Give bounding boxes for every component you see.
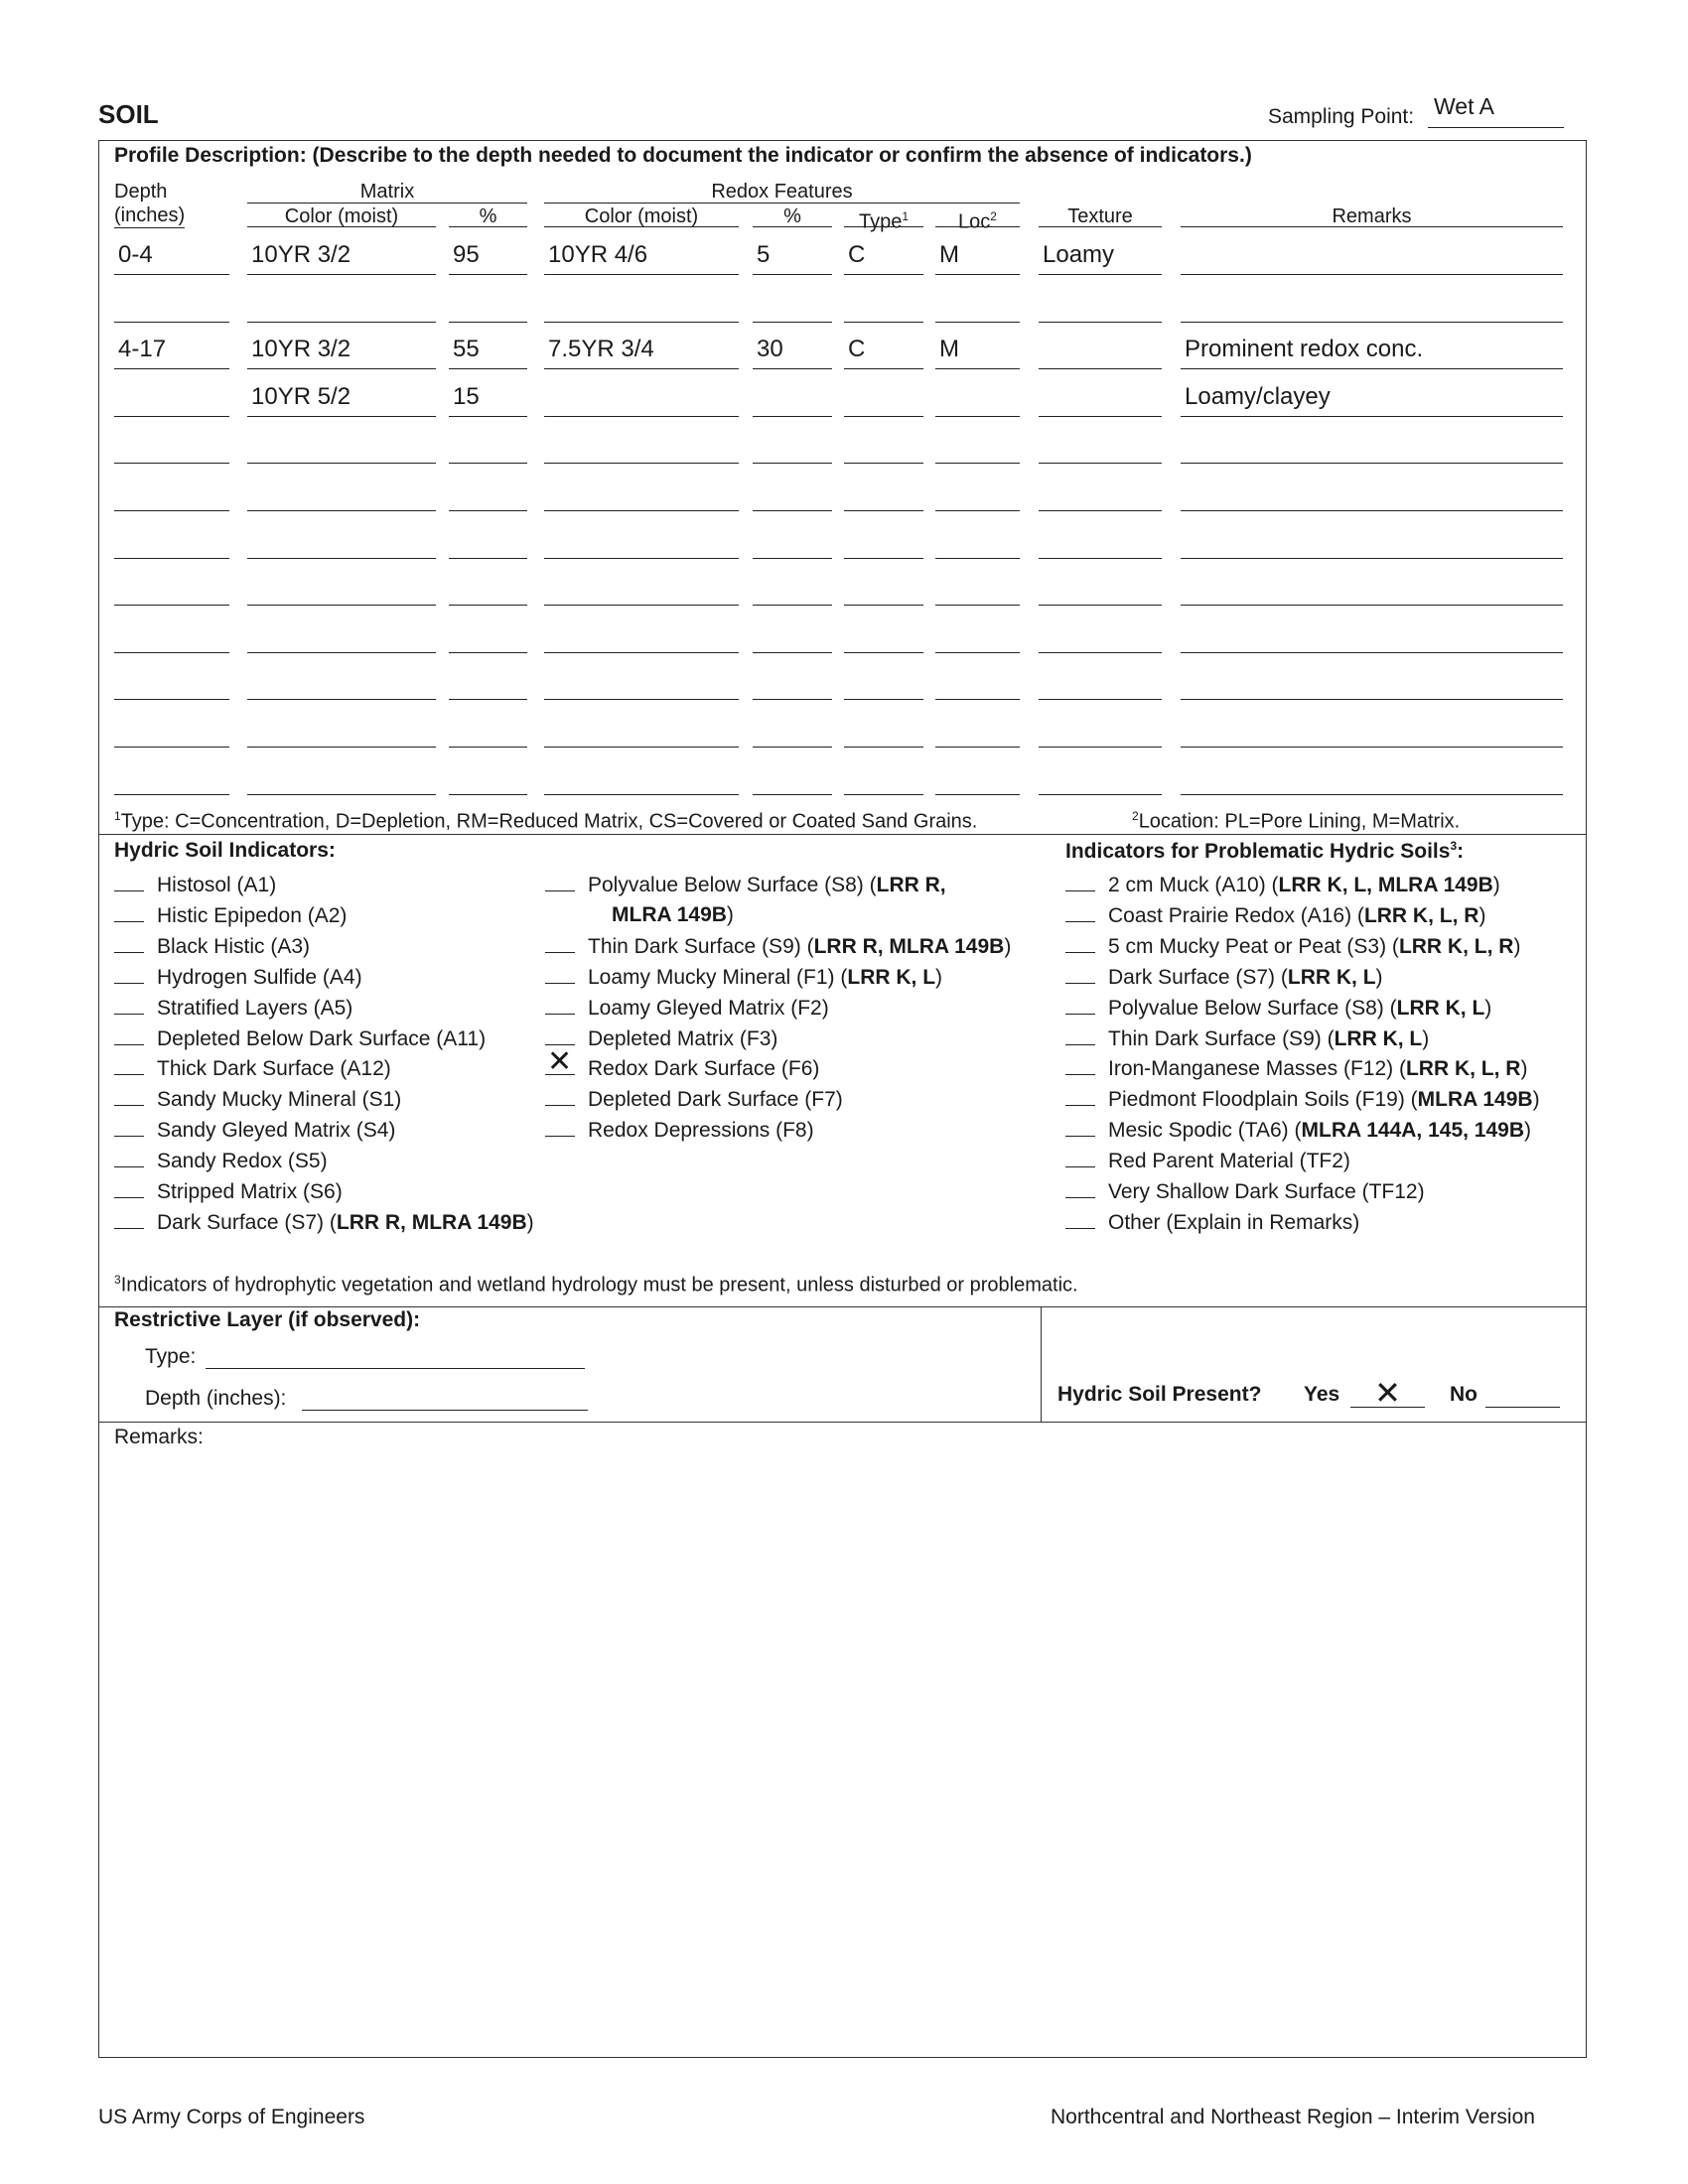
indicator-label: 2 cm Muck (A10) (	[1108, 874, 1279, 896]
profile-cell-underline	[1039, 747, 1162, 748]
indicator-checkbox[interactable]	[1065, 995, 1095, 1015]
header-redox-color: Color (moist)	[584, 205, 699, 227]
indicator-checkbox[interactable]	[545, 1045, 575, 1079]
problematic-indicators-heading: Indicators for Problematic Hydric Soils$^3$:	[1065, 839, 1465, 863]
header-remarks: Remarks	[1332, 205, 1412, 227]
col3-item[interactable]	[1065, 1209, 1359, 1236]
indicator-checkbox[interactable]	[545, 964, 575, 984]
profile-cell-type[interactable]: C	[848, 336, 866, 363]
profile-cell-depth[interactable]: 4-17	[118, 336, 167, 363]
indicator-checkbox[interactable]	[545, 1086, 575, 1106]
profile-cell-underline	[544, 510, 739, 511]
profile-cell-underline	[114, 794, 229, 795]
indicator-label: Redox Dark Surface (F6)	[588, 1057, 820, 1081]
header-redox-underline	[544, 203, 1020, 204]
indicator-region: LRR K, L, R	[1398, 934, 1514, 958]
indicator-label-end: )	[1375, 965, 1383, 989]
profile-cell-underline	[247, 794, 436, 795]
col1-item[interactable]	[114, 902, 347, 929]
profile-cell-depth[interactable]: 0-4	[118, 241, 153, 268]
header-underline	[753, 226, 832, 227]
indicator-checkbox[interactable]	[1065, 1209, 1095, 1229]
col2-item[interactable]	[545, 964, 942, 991]
profile-cell-underline	[247, 463, 436, 464]
header-matrix-color: Color (moist)	[284, 205, 399, 227]
profile-cell-underline	[1039, 510, 1162, 511]
profile-cell-underline	[1181, 605, 1563, 606]
indicator-checkbox[interactable]	[545, 1117, 575, 1137]
profile-cell-matrix-color[interactable]: 10YR 3/2	[251, 336, 352, 363]
indicator-label: Histic Epipedon (A2)	[157, 903, 348, 927]
profile-cell-remarks[interactable]: Prominent redox conc.	[1185, 336, 1424, 363]
profile-cell-underline	[114, 558, 229, 559]
profile-cell-underline	[935, 274, 1020, 275]
profile-cell-underline	[844, 747, 923, 748]
header-type: Type$^1$	[858, 209, 910, 233]
profile-cell-remarks[interactable]: Loamy/clayey	[1185, 382, 1331, 410]
profile-cell-underline	[1039, 652, 1162, 653]
profile-cell-underline	[753, 510, 832, 511]
profile-cell-underline	[844, 322, 923, 323]
indicator-label: Thin Dark Surface (S9) (	[1108, 1026, 1335, 1050]
indicator-label: Sandy Redox (S5)	[157, 1150, 328, 1173]
restrictive-depth-label: Depth (inches):	[145, 1387, 287, 1410]
col3-item[interactable]	[1065, 933, 1520, 960]
divider-restrictive-hydric	[1041, 1306, 1042, 1422]
indicator-checkbox[interactable]	[1065, 1055, 1095, 1075]
profile-cell-underline	[753, 699, 832, 700]
profile-cell-underline	[544, 652, 739, 653]
col3-item[interactable]	[1065, 964, 1383, 991]
profile-cell-underline	[935, 510, 1020, 511]
indicator-checkbox[interactable]	[114, 1025, 144, 1045]
indicator-label: Depleted Dark Surface (F7)	[588, 1088, 843, 1112]
col3-item[interactable]	[1065, 995, 1491, 1022]
profile-cell-underline	[753, 605, 832, 606]
check-mark-icon: ✕	[547, 1045, 573, 1079]
hydric-indicators-heading: Hydric Soil Indicators:	[114, 839, 336, 862]
col2-item-continuation	[612, 902, 734, 928]
col1-item[interactable]	[114, 872, 276, 898]
col1-item[interactable]	[114, 1086, 401, 1113]
col3-item[interactable]	[1065, 902, 1485, 929]
indicator-label: Sandy Gleyed Matrix (S4)	[157, 1119, 396, 1143]
profile-cell-underline	[544, 322, 739, 323]
col2-item[interactable]	[545, 1086, 843, 1113]
profile-cell-underline	[544, 463, 739, 464]
footnote-location: $^2$Location: PL=Pore Lining, M=Matrix.	[1132, 809, 1461, 833]
divider-profile-indicators	[98, 834, 1587, 835]
profile-cell-underline	[114, 463, 229, 464]
profile-cell-underline	[247, 322, 436, 323]
profile-cell-redox-pct[interactable]: 30	[757, 336, 783, 363]
indicator-label-end: )	[1492, 874, 1500, 896]
profile-cell-underline	[844, 274, 923, 275]
profile-cell-underline	[247, 605, 436, 606]
indicator-checkbox[interactable]	[114, 1209, 144, 1229]
col3-item[interactable]	[1065, 1055, 1527, 1082]
profile-cell-underline	[449, 322, 527, 323]
indicator-label: Redox Depressions (F8)	[588, 1119, 814, 1143]
header-redox-percent: %	[783, 205, 801, 227]
profile-cell-underline	[1039, 416, 1162, 417]
indicator-checkbox[interactable]	[114, 933, 144, 953]
col1-item[interactable]	[114, 1209, 534, 1236]
indicator-checkbox[interactable]	[114, 1055, 144, 1075]
profile-cell-underline	[1181, 274, 1563, 275]
header-underline	[449, 226, 527, 227]
indicator-checkbox[interactable]	[545, 995, 575, 1015]
col3-item[interactable]	[1065, 1117, 1531, 1144]
col2-item[interactable]	[545, 1117, 814, 1144]
header-texture: Texture	[1067, 205, 1133, 227]
indicator-region: LRR K, L, MLRA 149B	[1278, 874, 1493, 896]
indicator-region: MLRA 149B	[612, 902, 727, 926]
col1-item[interactable]	[114, 1025, 486, 1052]
indicator-label: Dark Surface (S7) (	[157, 1210, 337, 1234]
profile-cell-underline	[449, 558, 527, 559]
indicator-label: Histosol (A1)	[157, 874, 277, 896]
profile-cell-underline	[753, 558, 832, 559]
indicator-label: Iron-Manganese Masses (F12) (	[1108, 1057, 1406, 1081]
indicator-label: Polyvalue Below Surface (S8) (	[1108, 996, 1397, 1020]
footnote-type: $^1$Type: C=Concentration, D=Depletion, RM=Reduced Matrix, CS=Covered or Coated Sand Grains.	[114, 809, 978, 833]
profile-cell-matrix-color[interactable]: 10YR 3/2	[251, 241, 352, 268]
profile-cell-underline	[753, 463, 832, 464]
profile-cell-underline	[1181, 322, 1563, 323]
profile-cell-loc[interactable]: M	[939, 336, 959, 363]
profile-cell-underline	[844, 794, 923, 795]
profile-cell-underline	[1181, 652, 1563, 653]
col3-item[interactable]	[1065, 1025, 1429, 1052]
indicator-label: Stripped Matrix (S6)	[157, 1180, 343, 1203]
indicator-checkbox[interactable]	[545, 933, 575, 953]
profile-cell-underline	[1039, 558, 1162, 559]
profile-cell-underline	[1039, 274, 1162, 275]
profile-cell-texture[interactable]: Loamy	[1043, 241, 1115, 268]
profile-cell-underline	[1039, 794, 1162, 795]
hydric-soil-present-label: Hydric Soil Present?	[1057, 1383, 1262, 1406]
indicator-label: Piedmont Floodplain Soils (F19) (	[1108, 1088, 1418, 1112]
indicator-label: Black Histic (A3)	[157, 934, 311, 958]
profile-cell-matrix-color[interactable]: 10YR 5/2	[251, 382, 352, 410]
indicator-checkbox[interactable]	[1065, 1178, 1095, 1198]
restrictive-layer-heading: Restrictive Layer (if observed):	[114, 1308, 421, 1331]
profile-cell-underline	[844, 510, 923, 511]
col2-item[interactable]	[545, 1025, 777, 1052]
profile-cell-underline	[1039, 605, 1162, 606]
profile-cell-underline	[753, 652, 832, 653]
restrictive-type-label: Type:	[145, 1345, 197, 1368]
profile-cell-redox-color[interactable]: 7.5YR 3/4	[548, 336, 654, 363]
header-underline	[1181, 226, 1563, 227]
profile-cell-underline	[1181, 368, 1563, 369]
col2-item[interactable]	[545, 872, 946, 898]
profile-cell-underline	[844, 463, 923, 464]
indicator-label-end: )	[1513, 934, 1521, 958]
profile-cell-underline	[449, 368, 527, 369]
profile-cell-redox-color[interactable]: 10YR 4/6	[548, 241, 648, 268]
profile-cell-underline	[753, 368, 832, 369]
profile-cell-matrix-pct[interactable]: 95	[453, 241, 480, 268]
footnote-indicators: $^3$Indicators of hydrophytic vegetation and wetland hydrology must be present, unless disturbed or problematic.	[114, 1273, 1078, 1297]
profile-cell-underline	[1039, 368, 1162, 369]
profile-cell-underline	[935, 747, 1020, 748]
profile-description-heading: Profile Description: (Describe to the depth needed to document the indicator or confirm the absence of indicators.)	[114, 144, 1252, 167]
indicator-checkbox[interactable]	[545, 872, 575, 891]
profile-cell-underline	[114, 510, 229, 511]
profile-cell-underline	[844, 416, 923, 417]
header-matrix-underline	[247, 203, 527, 204]
indicator-label: 5 cm Mucky Peat or Peat (S3) (	[1108, 934, 1399, 958]
profile-cell-underline	[753, 416, 832, 417]
profile-cell-underline	[449, 274, 527, 275]
col3-item[interactable]	[1065, 1086, 1540, 1113]
profile-cell-underline	[247, 368, 436, 369]
header-redox-group: Redox Features	[711, 181, 853, 203]
profile-cell-underline	[935, 558, 1020, 559]
profile-cell-underline	[935, 322, 1020, 323]
indicator-label: Loamy Mucky Mineral (F1) (	[588, 965, 848, 989]
indicator-label: Depleted Below Dark Surface (A11)	[157, 1026, 487, 1050]
indicator-checkbox[interactable]	[1065, 1086, 1095, 1106]
profile-cell-underline	[544, 699, 739, 700]
indicator-label: Dark Surface (S7) (	[1108, 965, 1288, 989]
indicator-checkbox[interactable]	[114, 995, 144, 1015]
profile-cell-underline	[753, 794, 832, 795]
col2-item[interactable]	[545, 1045, 820, 1082]
profile-cell-redox-pct[interactable]: 5	[757, 241, 771, 268]
header-loc: Loc$^2$	[958, 209, 997, 233]
profile-cell-underline	[1181, 463, 1563, 464]
indicator-region: LRR R, MLRA 149B	[336, 1210, 527, 1234]
profile-cell-underline	[844, 652, 923, 653]
header-underline	[247, 226, 436, 227]
indicator-label-end: )	[1520, 1057, 1528, 1081]
profile-cell-underline	[935, 794, 1020, 795]
indicator-label: Red Parent Material (TF2)	[1108, 1150, 1350, 1173]
indicator-region: LRR R, MLRA 149B	[813, 934, 1005, 958]
indicator-region: LRR K, L, R	[1405, 1057, 1521, 1081]
col2-item[interactable]	[545, 995, 829, 1022]
indicator-label: Sandy Mucky Mineral (S1)	[157, 1088, 402, 1112]
profile-cell-underline	[935, 416, 1020, 417]
profile-cell-underline	[753, 747, 832, 748]
profile-cell-underline	[247, 747, 436, 748]
restrictive-depth-field[interactable]	[302, 1410, 588, 1411]
profile-cell-underline	[1039, 322, 1162, 323]
no-checkbox[interactable]	[1485, 1378, 1560, 1408]
profile-cell-underline	[449, 652, 527, 653]
indicator-label: Hydrogen Sulfide (A4)	[157, 965, 362, 989]
profile-cell-underline	[449, 510, 527, 511]
profile-cell-underline	[1181, 747, 1563, 748]
indicator-region: LRR K, L, R	[1363, 903, 1479, 927]
remarks-label: Remarks:	[114, 1426, 204, 1448]
indicator-checkbox[interactable]	[114, 872, 144, 891]
indicator-checkbox[interactable]	[1065, 1148, 1095, 1167]
footer-agency: US Army Corps of Engineers	[98, 2106, 365, 2128]
indicator-label: Stratified Layers (A5)	[157, 996, 353, 1020]
indicator-checkbox[interactable]	[114, 902, 144, 922]
profile-cell-underline	[844, 558, 923, 559]
indicator-checkbox[interactable]	[114, 1178, 144, 1198]
profile-cell-underline	[935, 652, 1020, 653]
col3-item[interactable]	[1065, 872, 1500, 898]
profile-cell-underline	[247, 510, 436, 511]
profile-cell-underline	[1181, 416, 1563, 417]
indicator-label: Coast Prairie Redox (A16) (	[1108, 903, 1364, 927]
footer-region: Northcentral and Northeast Region – Interim Version	[1051, 2106, 1535, 2128]
col3-item[interactable]	[1065, 1148, 1350, 1174]
profile-cell-underline	[247, 699, 436, 700]
profile-cell-matrix-pct[interactable]: 15	[453, 382, 480, 410]
indicator-checkbox[interactable]	[1065, 933, 1095, 953]
profile-cell-underline	[844, 368, 923, 369]
profile-cell-underline	[753, 322, 832, 323]
profile-cell-underline	[247, 558, 436, 559]
restrictive-type-field[interactable]	[206, 1368, 585, 1369]
header-underline	[1039, 226, 1162, 227]
header-underline	[544, 226, 739, 227]
profile-cell-underline	[544, 747, 739, 748]
col1-item[interactable]	[114, 933, 310, 960]
profile-cell-underline	[449, 605, 527, 606]
profile-cell-underline	[114, 699, 229, 700]
indicator-label: Loamy Gleyed Matrix (F2)	[588, 996, 829, 1020]
profile-cell-loc[interactable]: M	[939, 241, 959, 268]
profile-cell-underline	[1039, 463, 1162, 464]
profile-cell-underline	[449, 416, 527, 417]
profile-cell-underline	[1181, 558, 1563, 559]
indicator-label: Thick Dark Surface (A12)	[157, 1057, 391, 1081]
profile-cell-underline	[544, 558, 739, 559]
indicator-label-end: )	[726, 902, 734, 926]
indicator-checkbox[interactable]	[1065, 902, 1095, 922]
profile-cell-underline	[114, 274, 229, 275]
indicator-region: LRR K, L	[1396, 996, 1485, 1020]
col1-item[interactable]	[114, 1117, 395, 1144]
header-underline	[935, 226, 1020, 227]
profile-cell-underline	[935, 368, 1020, 369]
indicator-region: LRR R,	[876, 874, 946, 896]
indicator-label-end: )	[935, 965, 943, 989]
header-matrix-percent: %	[479, 205, 497, 227]
profile-cell-underline	[449, 699, 527, 700]
indicator-checkbox[interactable]	[1065, 964, 1095, 984]
profile-cell-underline	[449, 463, 527, 464]
yes-label: Yes	[1304, 1383, 1340, 1406]
profile-cell-underline	[544, 605, 739, 606]
profile-cell-underline	[935, 605, 1020, 606]
col1-item[interactable]	[114, 995, 352, 1022]
profile-cell-underline	[1181, 699, 1563, 700]
indicator-checkbox[interactable]	[114, 1086, 144, 1106]
profile-cell-underline	[753, 274, 832, 275]
profile-cell-underline	[114, 652, 229, 653]
no-label: No	[1450, 1383, 1477, 1406]
indicator-region: LRR K, L	[847, 965, 936, 989]
col2-item[interactable]	[545, 933, 1011, 960]
indicator-checkbox[interactable]	[1065, 1025, 1095, 1045]
profile-cell-underline	[114, 605, 229, 606]
profile-cell-underline	[114, 322, 229, 323]
indicator-checkbox[interactable]	[1065, 872, 1095, 891]
profile-cell-underline	[935, 699, 1020, 700]
profile-cell-underline	[844, 699, 923, 700]
sampling-point-field[interactable]: Wet A	[1428, 91, 1564, 128]
col3-item[interactable]	[1065, 1178, 1425, 1205]
profile-cell-underline	[247, 416, 436, 417]
indicator-checkbox[interactable]	[114, 1148, 144, 1167]
indicator-label-end: )	[1478, 903, 1486, 927]
col1-item[interactable]	[114, 1178, 343, 1205]
indicator-region: MLRA 144A, 145, 149B	[1301, 1119, 1524, 1143]
indicator-region: LRR K, L	[1287, 965, 1376, 989]
profile-cell-underline	[114, 416, 229, 417]
divider-indicators-restrictive	[98, 1306, 1587, 1307]
profile-cell-type[interactable]: C	[848, 241, 866, 268]
profile-cell-underline	[449, 794, 527, 795]
indicator-label-end: )	[1524, 1119, 1531, 1143]
indicator-label: Thin Dark Surface (S9) (	[588, 934, 814, 958]
indicator-region: LRR K, L	[1334, 1026, 1423, 1050]
indicator-label-end: )	[1484, 996, 1492, 1020]
profile-cell-matrix-pct[interactable]: 55	[453, 336, 480, 363]
indicator-label-end: )	[526, 1210, 534, 1234]
col1-item[interactable]	[114, 964, 362, 991]
profile-cell-underline	[247, 274, 436, 275]
col1-item[interactable]	[114, 1148, 328, 1174]
profile-cell-underline	[114, 747, 229, 748]
indicator-checkbox[interactable]	[545, 1025, 575, 1045]
header-depth: Depth (inches)	[114, 181, 186, 226]
profile-cell-underline	[114, 368, 229, 369]
profile-cell-underline	[544, 794, 739, 795]
indicator-label: Depleted Matrix (F3)	[588, 1026, 778, 1050]
indicator-label-end: )	[1422, 1026, 1430, 1050]
indicator-label-end: )	[1532, 1088, 1540, 1112]
page-title: SOIL	[98, 99, 159, 129]
profile-cell-underline	[544, 274, 739, 275]
indicator-checkbox[interactable]	[114, 1117, 144, 1137]
indicator-label: Other (Explain in Remarks)	[1108, 1210, 1360, 1234]
profile-cell-underline	[1039, 699, 1162, 700]
profile-cell-underline	[935, 463, 1020, 464]
profile-cell-underline	[449, 747, 527, 748]
sampling-point-label: Sampling Point:	[1268, 105, 1415, 128]
indicator-checkbox[interactable]	[1065, 1117, 1095, 1137]
header-underline	[844, 226, 923, 227]
col1-item[interactable]	[114, 1055, 391, 1082]
indicator-label: Polyvalue Below Surface (S8) (	[588, 874, 877, 896]
profile-cell-underline	[1181, 510, 1563, 511]
indicator-region: MLRA 149B	[1417, 1088, 1533, 1112]
profile-cell-underline	[247, 652, 436, 653]
header-matrix-group: Matrix	[359, 181, 415, 203]
profile-cell-underline	[544, 368, 739, 369]
profile-cell-underline	[844, 605, 923, 606]
yes-checkbox[interactable]: ✕	[1350, 1378, 1425, 1408]
indicator-label: Mesic Spodic (TA6) (	[1108, 1119, 1302, 1143]
profile-cell-underline	[544, 416, 739, 417]
divider-restrictive-remarks	[98, 1422, 1587, 1423]
indicator-label-end: )	[1004, 934, 1012, 958]
profile-cell-underline	[1181, 794, 1563, 795]
indicator-label: Very Shallow Dark Surface (TF12)	[1108, 1180, 1425, 1203]
indicator-checkbox[interactable]	[114, 964, 144, 984]
